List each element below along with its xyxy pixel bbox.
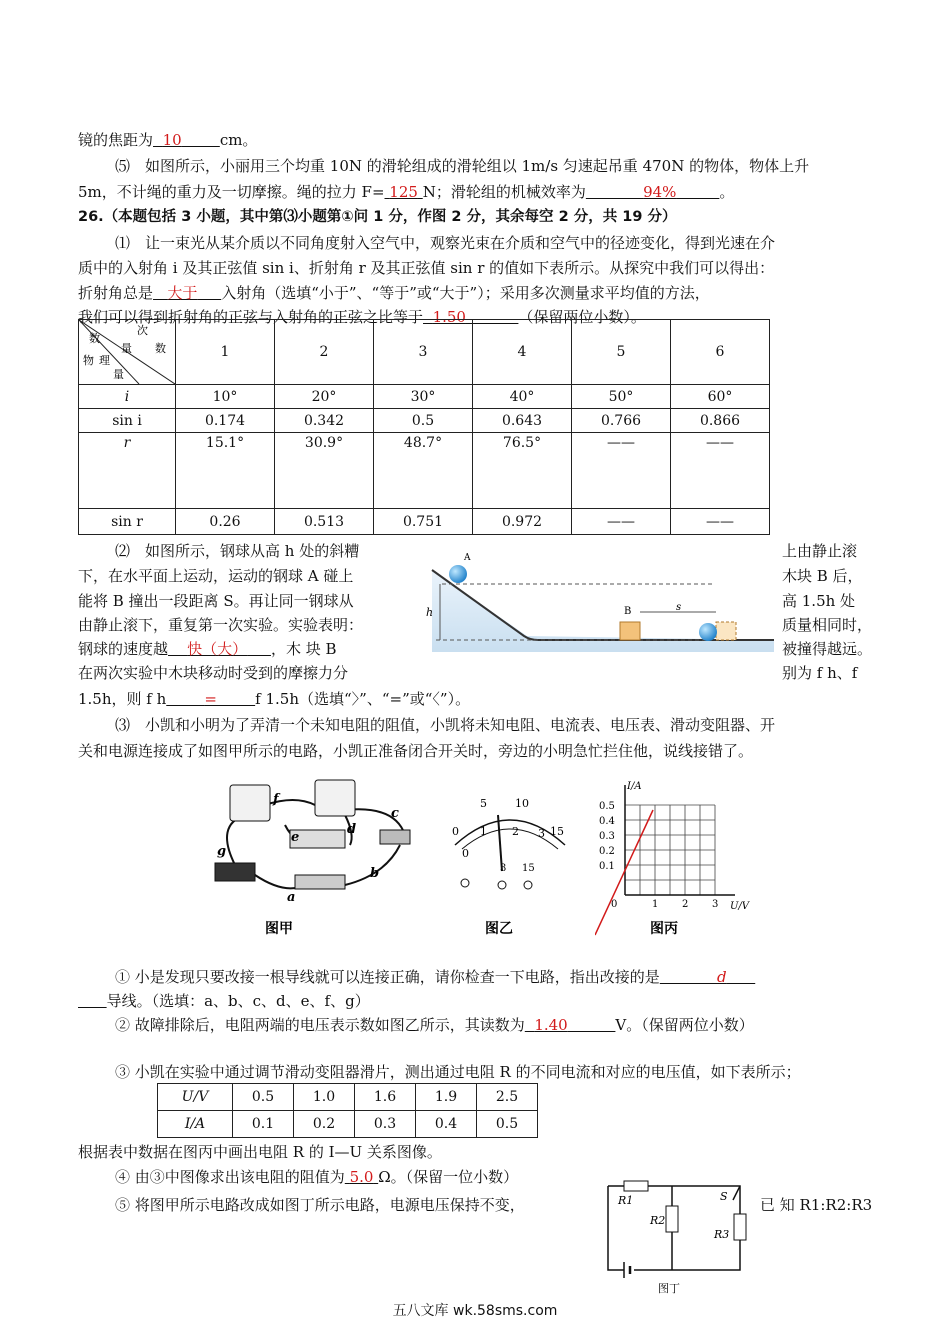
corner-label: 数 [155,342,166,355]
meter-label: 15 [550,825,564,838]
meter-label: 0 [462,847,469,860]
pulley-question-2: 5m，不计绳的重力及一切摩擦。绳的拉力 F= 125 N；滑轮组的机械效率为 94% 。 [78,183,735,201]
answer-wire: d [717,968,727,986]
meter-figure-yi [440,775,580,940]
answer-ratio: 1.50 [432,308,466,326]
switch-s [733,1186,740,1200]
ammeter [315,780,355,816]
circuit-intro-2: 关和电源连接成了如图甲所示的电路，小凯正准备闭合开关时，旁边的小明急忙拦住他，说线接错了。 [78,742,754,760]
answer-resistance: 5.0 [349,1168,374,1186]
ball-line-2: 下，在水平面上运动，运动的钢球 A 碰上 [78,567,354,585]
ball-line-1b: 上由静止滚 [782,542,858,560]
wire-label: a [287,890,296,905]
graph-figure-bing [595,775,765,940]
ball-line-1: ⑵ 如图所示，钢球从高 h 处的斜糟 [115,542,360,560]
wire-label: e [291,830,300,845]
table-row: sin r 0.26 0.513 0.751 0.972 —— —— [79,509,770,535]
block-final-position [716,622,736,640]
table-row: U/V 0.5 1.0 1.6 1.9 2.5 [158,1084,538,1111]
answer-friction: = [204,690,217,708]
battery [215,863,255,881]
y-tick: 0.1 [599,861,615,872]
question-3b: 根据表中数据在图丙中画出电阻 R 的 I—U 关系图像。 [78,1143,442,1161]
footer-watermark: 五八文库 wk.58sms.com [392,1303,558,1319]
meter-arc [455,820,565,845]
steel-ball-moved [699,623,717,641]
answer-efficiency: 94% [643,183,677,201]
wire-label: b [370,866,380,881]
corner-label: 量 [121,342,132,355]
table-row: i 10° 20° 30° 40° 50° 60° [79,385,770,409]
label-r3: R3 [714,1228,730,1241]
voltmeter [230,785,270,821]
terminal-3 [498,881,506,889]
table-row: I/A 0.1 0.2 0.3 0.4 0.5 [158,1111,538,1138]
corner-diagonals [79,320,175,384]
caption-yi: 图乙 [485,921,513,937]
question-3: ③ 小凯在实验中通过调节滑动变阻器滑片，测出通过电阻 R 的不同电流和对应的电压值，如下表所示； [115,1063,801,1081]
wood-block-b [620,622,640,640]
ball-line-3b: 高 1.5h 处 [782,592,856,610]
meter-label: 15 [522,863,535,874]
terminal-negative [461,879,469,887]
label-r1: R1 [618,1194,634,1207]
x-tick: 2 [682,899,689,910]
wire-label: g [217,844,227,859]
question-5b: 已 知 R1:R2:R3 [760,1196,873,1214]
ball-line-5b: 被撞得越远。 [782,640,873,658]
answer-force: 125 [389,183,418,201]
table-row: sin i 0.174 0.342 0.5 0.643 0.766 0.866 [79,409,770,433]
answer-speed: 快（大） [187,640,248,658]
table-header: 5 [572,320,671,385]
label-a: A [464,553,471,563]
y-tick: 0.5 [599,801,615,812]
wire-g [227,815,265,865]
table-corner-cell [79,320,176,385]
x-tick: 3 [712,899,719,910]
ramp-figure [412,548,780,658]
refraction-line-4: 我们可以得到折射角的正弦与入射角的正弦之比等于 1.50 （保留两位小数）。 [78,308,646,326]
meter-label: 3 [538,827,545,840]
terminal-15 [524,881,532,889]
table-header: 1 [176,320,275,385]
caption-jia: 图甲 [265,921,293,937]
x-axis-label: U/V [730,901,750,912]
circuit-intro-1: ⑶ 小凯和小明为了弄清一个未知电阻的阻值，小凯将未知电阻、电流表、电压表、滑动变阻器、开 [115,716,776,734]
corner-label: 次 [137,324,148,337]
wire-label: f [273,792,279,807]
label-h: h [426,606,434,619]
steel-ball-a [449,565,467,583]
meter-label: 10 [515,797,529,810]
question-5: ⑤ 将图甲所示电路改成如图丁所示电路，电源电压保持不变， [115,1196,525,1214]
corner-label: 数 [89,332,100,345]
y-axis-label: I/A [627,781,642,792]
x-tick: 0 [611,899,618,910]
answer-greater: 大于 [167,284,198,302]
label-s: s [676,602,682,613]
answer-voltage: 1.40 [534,1016,568,1034]
iu-graph-line [595,810,653,935]
switch [380,830,410,844]
ball-line-4b: 质量相同时， [782,616,873,634]
table-header: 6 [671,320,770,385]
x-tick: 1 [652,899,659,910]
meter-label: 3 [500,863,507,874]
meter-label: 2 [512,825,519,838]
pulley-question-1: ⑸ 如图所示，小丽用三个均重 10N 的滑轮组成的滑轮组以 1m/s 匀速起吊重 470N 的物体，物体上升 [115,157,810,175]
label-r2: R2 [650,1214,666,1227]
question-26-title: 26.（本题包括 3 小题，其中第⑶小题第①问 1 分，作图 2 分，其余每空 2 分，共 19 分） [78,209,677,225]
corner-label: 量 [113,368,124,381]
wire-label: d [347,822,357,837]
table-header: 2 [275,320,374,385]
refraction-line-3: 折射角总是 大于 入射角（选填“小于”、“等于”或“大于”）；采用多次测量求平均值的方法， [78,284,710,302]
question-1b: 导线。（选填：a、b、c、d、e、f、g） [106,992,370,1010]
ball-line-3: 能将 B 撞出一段距离 S。再让同一钢球从 [78,592,354,610]
meter-label: 5 [480,797,487,810]
caption-bing: 图丙 [650,921,678,937]
caption-ding: 图丁 [658,1282,680,1295]
corner-label: 理 [99,354,110,367]
iu-table [157,1083,538,1138]
resistor [295,875,345,889]
circuit-figure-jia [205,775,420,940]
meter-label: 0 [452,825,459,838]
y-tick: 0.4 [599,816,615,827]
table-header: 3 [374,320,473,385]
ball-line-6: 在两次实验中木块移动时受到的摩擦力分 [78,664,349,682]
focal-length-line: 镜的焦距为 10 cm。 [78,131,258,149]
question-4: ④ 由③中图像求出该电阻的阻值为 5.0 Ω。（保留一位小数） [115,1168,519,1186]
question-1: ① 小是发现只要改接一根导线就可以连接正确，请你检查一下电路，指出改接的是 d [115,968,727,986]
resistor-r3 [734,1214,746,1240]
question-2: ② 故障排除后，电阻两端的电压表示数如图乙所示，其读数为 1.40 V。（保留两位小数） [115,1016,754,1034]
circuit-figure-ding [600,1178,750,1298]
resistor-r1 [624,1181,648,1191]
meter-label: 1 [480,825,487,838]
ball-line-2b: 木块 B 后， [782,567,863,585]
wire-label: c [391,806,399,821]
refraction-line-2: 质中的入射角 i 及其正弦值 sin i、折射角 r 及其正弦值 sin r 的值如下表所示。从探究中我们可以得出： [78,259,775,277]
corner-label: 物 [83,354,94,367]
ball-line-5: 钢球的速度越 快（大） ，木 块 B [78,640,337,658]
label-s: S [720,1190,728,1203]
refraction-line-1: ⑴ 让一束光从某介质以不同角度射入空气中，观察光束在介质和空气中的径迹变化，得到光速在介 [115,234,776,252]
ball-line-4: 由静止滚下，重复第一次实验。实验表明： [78,616,364,634]
table-row: r 15.1° 30.9° 48.7° 76.5° —— —— [79,433,770,509]
ball-line-7: 1.5h，则 f h = f 1.5h（选填“〉”、“=”或“〈”）。 [78,690,471,708]
ball-line-6b: 别为 f h、f [782,664,858,682]
refraction-table [78,319,770,535]
resistor-r2 [666,1206,678,1232]
table-header: 4 [473,320,572,385]
label-b: B [624,606,632,617]
y-tick: 0.3 [599,831,615,842]
y-tick: 0.2 [599,846,615,857]
answer-focal: 10 [162,131,182,149]
